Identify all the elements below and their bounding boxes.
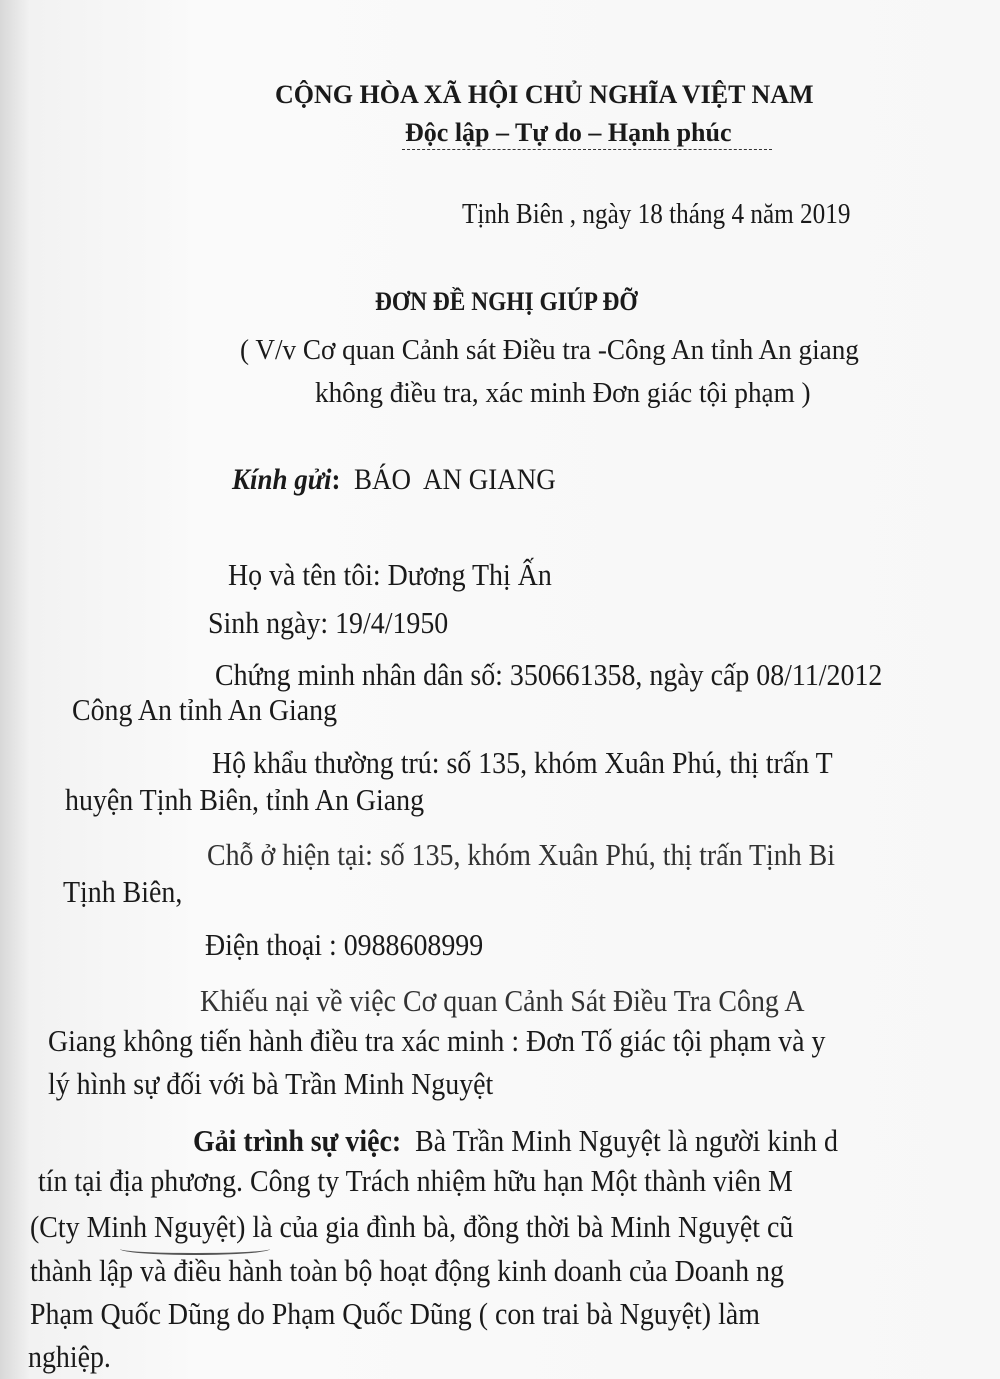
- explanation-label: Gải trình sự việc:: [193, 1123, 402, 1158]
- complaint-line-1: Khiếu nại về việc Cơ quan Cảnh Sát Điều Tra Công A: [200, 983, 805, 1018]
- recipient-value: BÁO AN GIANG: [340, 463, 556, 496]
- document-title: ĐƠN ĐỀ NGHỊ GIÚP ĐỠ: [375, 287, 638, 316]
- motto-header: Độc lập – Tự do – Hạnh phúc: [405, 118, 732, 147]
- id-issuer: Công An tỉnh An Giang: [72, 692, 338, 727]
- id-number: Chứng minh nhân dân số: 350661358, ngày cấp 08/11/2012: [215, 657, 883, 692]
- explanation-line-6: nghiệp.: [28, 1339, 111, 1374]
- complaint-line-2: Giang không tiến hành điều tra xác minh : Đơn Tố giác tội phạm và y: [48, 1023, 826, 1058]
- current-address: Chỗ ở hiện tại: số 135, khóm Xuân Phú, thị trấn Tịnh Bi: [207, 837, 836, 872]
- full-name: Họ và tên tôi: Dương Thị Ấn: [228, 557, 552, 592]
- recipient-label: Kính gửi: [232, 463, 332, 496]
- recipient-colon: :: [331, 463, 341, 496]
- explanation-line-2: tín tại địa phương. Công ty Trách nhiệm hữu hạn Một thành viên M: [38, 1163, 793, 1198]
- explanation-line-3: (Cty Minh Nguyệt) là của gia đình bà, đồng thời bà Minh Nguyệt cũ: [30, 1209, 794, 1244]
- subject-line-2: không điều tra, xác minh Đơn giác tội phạm ): [315, 378, 811, 409]
- explanation-line-4: thành lập và điều hành toàn bộ hoạt động kinh doanh của Doanh ng: [30, 1253, 784, 1288]
- date-line: Tịnh Biên , ngày 18 tháng 4 năm 2019: [462, 199, 851, 230]
- recipient-line: [232, 463, 556, 497]
- phone-number: Điện thoại : 0988608999: [205, 927, 484, 962]
- permanent-address: Hộ khẩu thường trú: số 135, khóm Xuân Phú, thị trấn T: [212, 745, 833, 780]
- subject-line-1: ( V/v Cơ quan Cảnh sát Điều tra -Công An tỉnh An giang: [240, 335, 859, 366]
- explanation-line-1: [193, 1124, 838, 1158]
- explanation-text: Bà Trần Minh Nguyệt là người kinh d: [401, 1123, 838, 1158]
- birth-date: Sinh ngày: 19/4/1950: [208, 605, 449, 640]
- permanent-address-cont: huyện Tịnh Biên, tỉnh An Giang: [65, 782, 425, 817]
- complaint-line-3: lý hình sự đối với bà Trần Minh Nguyệt: [48, 1066, 494, 1101]
- nation-header: CỘNG HÒA XÃ HỘI CHỦ NGHĨA VIỆT NAM: [275, 80, 814, 109]
- current-address-cont: Tịnh Biên,: [63, 874, 183, 909]
- explanation-line-5: Phạm Quốc Dũng do Phạm Quốc Dũng ( con trai bà Nguyệt) làm: [30, 1296, 760, 1331]
- motto-underline: [402, 149, 772, 150]
